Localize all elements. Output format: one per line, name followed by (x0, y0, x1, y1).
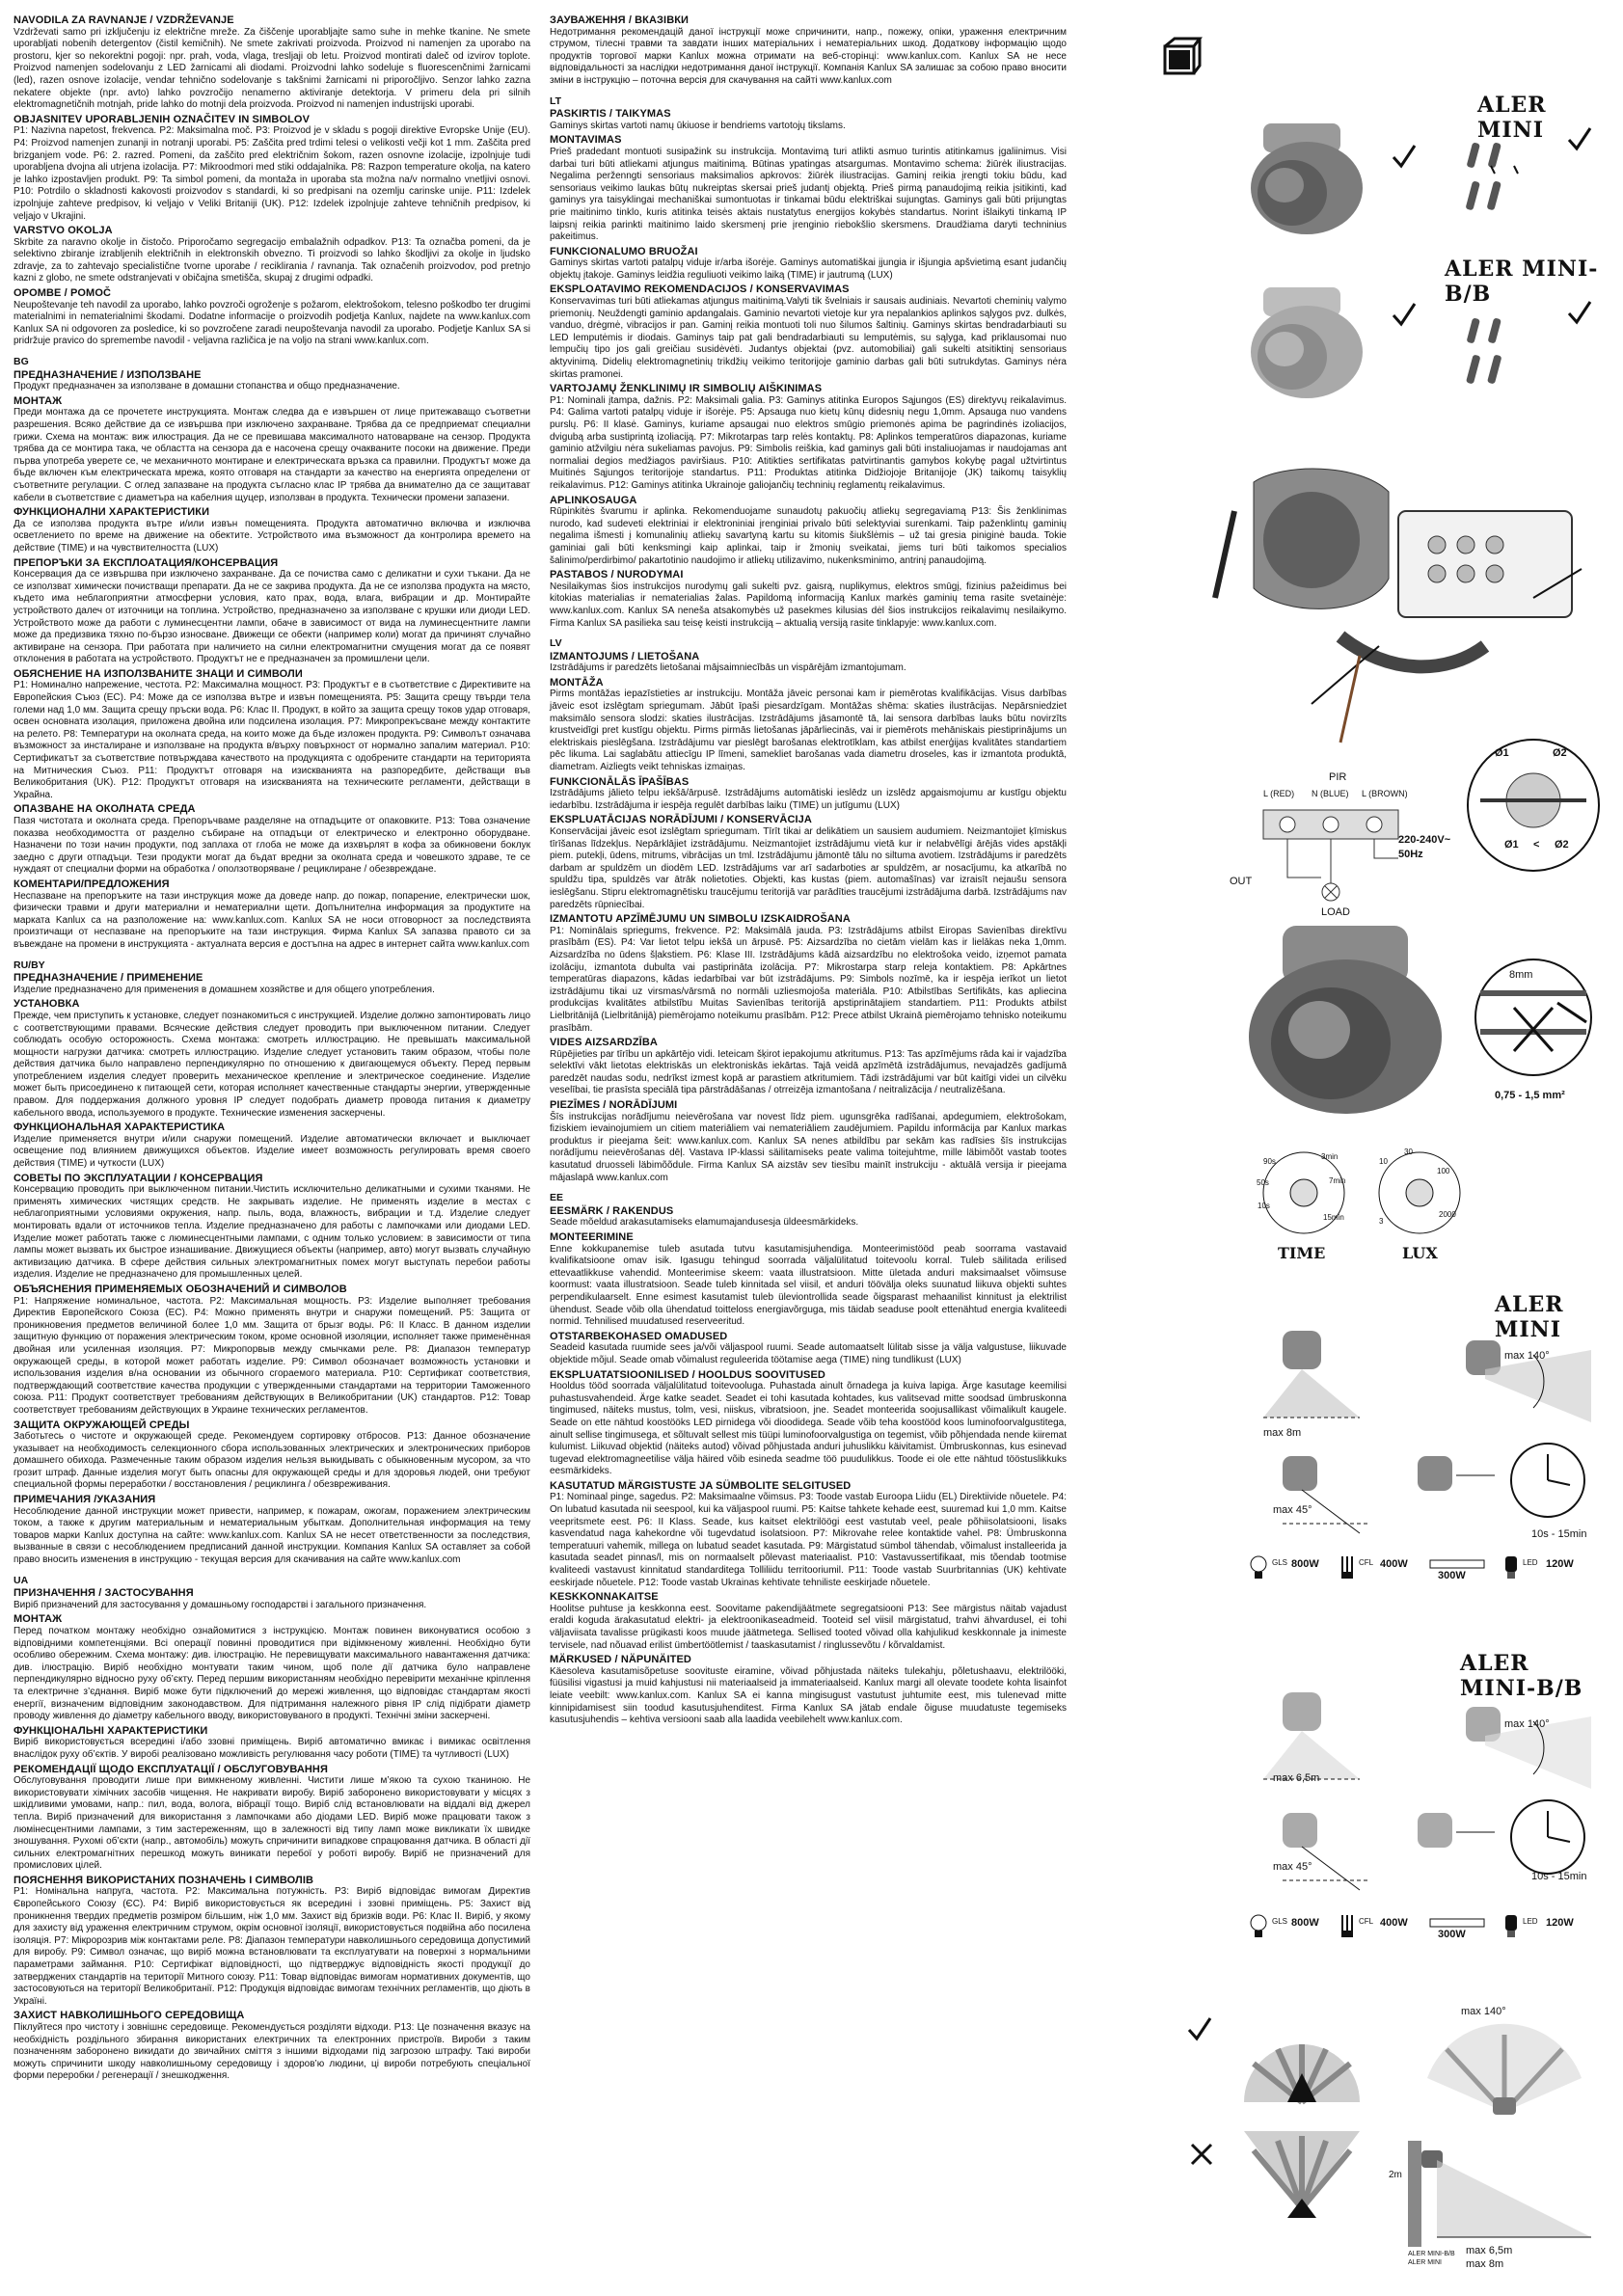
text-section (550, 1591, 1067, 1652)
text-section (550, 1037, 1067, 1097)
out-label: OUT (1230, 876, 1253, 887)
section-heading: VARTOJAMŲ ŽENKLINIMŲ IR SIMBOLIŲ AIŠKINIMAS (550, 383, 823, 395)
bottom-range-1: max 6,5m (1466, 2245, 1513, 2256)
led-watt: 120W (1546, 1917, 1574, 1929)
cfl-watt: 400W (1380, 1917, 1408, 1929)
section-heading: IZMANTOJUMS / LIETOŠANA (550, 650, 700, 662)
block1-range-label: max 8m (1263, 1427, 1302, 1439)
tube-watt: 300W (1438, 1570, 1466, 1581)
text-section (14, 878, 530, 952)
led-label: LED (1523, 1558, 1538, 1567)
bulb-led-icon (1501, 1554, 1521, 1581)
section-body: P1: Nominālais spriegums, frekvence. P2: Maksimālā jauda. P3: Izstrādājums atbilst Eiropas Savienības direktīvu prasībām (ES). P4: Var lietot telpu iekšā un ārpusē. P5: Aizsardzība no cietām vielām kas ir lielākas neka 1,0mm. Aizsardzība no ūdens šļakstiem. P6: Klase III. Izstrādājums kādā aizsardzību no elektrošoka veido, izņemot pamata izolāciju, izmantota dubulta vai pastiprināta izolācija. P7: Mikrostarpa starp releja kontaktiem. P8: Apkārtnes temperatūras diapazons, kādas iedarbībai var būt izstrādājums. P9: Simbols nozīmē, ka ir iespēja ierīkot un lietot izstrādājumu tikai uz virsmas/vārsmā no normāli uzliesmojoša materiāla. P10: Atbilstības Sertifikāts, kas apliecina produkcijas kvalitātes atbilstību Muitas Savienības teritorijā apstiprinātajiem standartiem. P11: Produkts atbilst Lielbritānijā (Lielbritānijā) piemērojamo noteikumu prasībām. P12: Prece atbilst Ukrainā piemērojamo tehnisko noteikumu prasībām. (550, 925, 1067, 1034)
section-body: P1: Номінальна напруга, частота. P2: Максимальна потужність. P3: Виріб відповідає вимогам Директив Європейського Союзу (ЄС). P4: Виріб використовується як всередині і ззовні приміщень. P5: Захист від проникнення твердих предметів розміром більшим, ніж 1,0 мм. Захист від бризків води. P6: Клас II. Виріб, у якому для захисту від ураження електричним струмом, окрім основної ізоляції, використовується подвійна або посилена ізоляція. P7: Мікророзрив між контактами реле. P8: Діапазон температури навколишнього середовища допустимий для виробу. P9: Символ означає, що виріб можна встановлювати та експлуатувати на поверхні з нормальними параметрами займання. P10: Сертифікат відповідності, що підтверджує відповідність якості продукції до затверджених стандартів на території Митного союзу. P11: Товар відповідає вимогам нормативних документів, що застосовуються на території Великобританії. P12: Продукція відповідає вимогам технічних регламентів, що діють в Україні. (14, 1886, 530, 2007)
section-body: Несоблюдение данной инструкции может привести, например, к пожарам, ожогам, поражением электрическим током, а также к другим материальным и нематериальным убыткам. Дополнительная информация на тему товаров марки Kanlux доступна на сайте: www.kanlux.com. Kanlux SA не несет ответственности за последствия, вызванные в связи с несоблюдением предписаний данной инструкции. Компания Kanlux SA оставляет за собой право вносить изменения в инструкцию - текущая версия для скачивания на сайте www.kanlux.com (14, 1505, 530, 1566)
section-heading: ОБЪЯСНЕНИЯ ПРИМЕНЯЕМЫХ ОБОЗНАЧЕНИЙ И СИМВОЛОВ (14, 1283, 347, 1295)
section-heading: VARSTVO OKOLJA (14, 225, 113, 237)
text-section (14, 14, 530, 112)
time-tick-7min: 7min (1329, 1176, 1346, 1185)
section-body: Консервацию проводить при выключенном питании.Чистить исключительно деликатными и сухими тканями. Не применять химических чистящих средств. Не закрывать изделие. Не применять изделие в местах с неблагоприятными условиями окружения, напр. пыль, вода, влажность, вибрации и т.д. Изделие следует монтировать вдали от источников тепла. Изделие предназначено для работы с лампочками или диодами LED. Изделие может работать также с люминесцентными лампами, с одним только условием: в зависимости от типа лампы может вызвать их быстрое изнашивание. Движущиеся объекты (например, авто) могут вызвать случайную активизацию датчика. В сфере действия сильных электромагнитных помех могут выступать перебои работы изделия. Изделие не предназначено для промышленных целей. (14, 1184, 530, 1281)
text-section (550, 1231, 1067, 1329)
section-heading: ПРИЗНАЧЕННЯ / ЗАСТОСУВАННЯ (14, 1587, 194, 1600)
text-section (14, 1587, 530, 1611)
diameter-compare-1: Ø1 (1504, 839, 1519, 851)
lux-dial (1374, 1148, 1466, 1239)
bulb-cfl-icon (1338, 1913, 1357, 1940)
bulb-led-icon (1501, 1913, 1521, 1940)
check-mark-icon (1186, 2015, 1213, 2042)
section-body: Изделие применяется внутри и/или снаружи помещений. Изделие автоматически включает и выключает освещение под влиянием движущихся объектов. Изделие имеет возможность регулировать время своего действия (TIME) и чуткости (LUX) (14, 1133, 530, 1170)
illustration-column (1080, 0, 1610, 2276)
text-section (550, 1205, 1067, 1229)
section-heading: СОВЕТЫ ПО ЭКСПЛУАТАЦИИ / КОНСЕРВАЦИЯ (14, 1172, 263, 1184)
text-section (550, 246, 1067, 283)
language-code: EE (550, 1192, 564, 1204)
check-mark-icon (1391, 143, 1418, 170)
wire-gauge-label: 0,75 - 1,5 mm² (1495, 1090, 1565, 1101)
diameter-1-label: Ø1 (1495, 747, 1509, 759)
gls-label: GLS (1272, 1558, 1288, 1567)
block2-range-label: max 6,5m (1273, 1772, 1320, 1784)
lux-tick-2000: 2000 (1439, 1210, 1456, 1219)
tube-lamp-icon (1428, 1917, 1486, 1929)
section-body: Rūpinkitės švarumu ir aplinka. Rekomenduojame sunaudotų pakuočių atliekų segregaviamą P13: Šis ženklinimas nurodo, kad sudeveti elektriniai ir elektroniniai įrenginiai privalo būti selektyviai surenkami. Taip paženklintų gaminių negalima išmesti į komunalinių atliekų savartyną kartu su kitomis šiukšlėmis – už tai gresia piniginė bauda. Tokie gaminiai gali būti kenksmingi kaip aplinkai, taip ir žmonių sveikatai, jiems turi būti taikomos specialios šalinimo/perdirbimo/ pakartotinio naudojimo ir atliekų utilizavimo, nukenksminimo, antrinį panaudojimą. (550, 506, 1067, 566)
text-section (550, 814, 1067, 911)
voltage-label: 220-240V~ (1398, 834, 1451, 846)
section-body: Піклуйтеся про чистоту і зовнішнє середовище. Рекомендується розділяти відходи. P13: Це позначення вказує на необхідність роздільного збирання використаних електричних та електронних пристроїв. Вироби з таким позначенням заборонено викидати до звичайних сміття з іншими відходами під загрозою штрафу. Такі вироби можуть спричинити шкоду навколишньому середовищу і здоров’ю людини, ці вироби потребують спеціальної форми переробки / регенерації / знешкодження. (14, 2022, 530, 2082)
section-body: Konservācijai jāveic esot izslēgtam spriegumam. Tīrīt tikai ar delikātiem un sausiem audumiem. Neizmantojiet ķīmiskus tīrīšanas līdzekļus. Nepārklājiet izstrādājumu. Neizmantojiet izstrādājumu vietā kur ir nelabvēlīgi ārējās vides apstākļi piem. putekļi, ūdens, mitrums, vibrācijas un tml. Izstrādājumu jāmontē tālu no siltuma avotiem. Izstrādājums ir paredzēts darbam ar spuldzēm un diodēm LED. Izstrādājums var arī sadarboties ar spuldzēm, ar nosacījumu, ka atkarībā no spuldžu tipa, spuldzēs var ātrāk nolietoties. Objekti, kas kustas (piem. automašīnas) var izraisīt nejaušu sensora ieslēgšanu. Stipru elektromagnētisku traucējumu teritorijā var parādīties traucējumi izstrādājuma darbā. Izstrādājums nav paredzēts rūpniecībai. (550, 826, 1067, 910)
text-section (14, 225, 530, 285)
section-body: P1: Напряжение номинальное, частота. P2: Максимальная мощность. P3: Изделие выполняет требования Директив Европейского Союза (ЕС). P4: Можно применять внутри и снаружи помещений. P5: Защита от проникновения предметов величиной более 1,0 мм. Защита от брызг воды. P6: II Класс. В данном изделии защитную функцию от поражения электрическим током, кроме основной изоляции, исполняет также применённая двойная или усиленная изоляция. P7: Микропорвыв между смычками реле. P8: Диапазон температур окружающей среды, в которой может работать изделие. P9: Символ обозначает возможность установки и использования изделия в/на основании из обычного сгораемого материала. P10: Сертификат соответствия, подтверждающий соответствие качества продукции с утвержденными стандартами на территории Таможенного союза. P11: Продукт соответствует требованиям действующих в Великобритании (UK) стандартов. P12: Товар соответствует требованиям действующих в Украине технических регламентов. (14, 1295, 530, 1416)
text-section (14, 1494, 530, 1567)
section-heading: КОМЕНТАРИ/ПРЕДЛОЖЕНИЯ (14, 878, 170, 890)
pir-label: PIR (1329, 771, 1347, 783)
wire-brown-label: L (BROWN) (1362, 789, 1408, 798)
bulb-gls-icon (1249, 1554, 1268, 1581)
section-body: Enne kokkupanemise tuleb asutada tutvu kasutamisjuhendiga. Monteerimistööd peab soorrama vastavaid kvalifikatsioone omav isik. Igasugu tehingud soorrada väljalülitatud toitevoolu korral. Tuleb säilitada erilised ettevaatlikkuse vahendid. Monteerimise skeem: vaata illustratsioon. Mitte ületada anduri maksimaalset võimsuse koormust: vaata illustratsioon. Seade tuleb kinnitada sel viisil, et anduri töövälja oleks suunatud liikuva objekti suhtes perpendikulaarselt. Enne esimest kasutamist tuleb üleviontrollida seade õigsparast mehaanilist kinnitust ja elektrilist ühendust. Seade võib olla ühendatud toitteloss energiavõrguga, mis täidab seaduse poolt ettenähtud energia kvaliteedi normid. Tehnilised muudatused reserveeritud. (550, 1243, 1067, 1328)
section-body: P1: Номинално напрежение, честота. P2: Максимална мощност. P3: Продуктът е в съответствие с Директивите на Европейския Съюз (ЕС). P4: Може да се използва вътре и извън помещенията. P5: Защита срещу твърди тела големи над 1,0 мм. Защита срещу пръски вода. P6: Клас II. Продукт, в който за защита срещу токов удар отговаря, освен основната изолация, приложена двойна или подсилена изолация. P7: Микропрекъсване между контактите на релето. P8: Температури на околната среда, на които може да бъде изложен продукта. P9: Символът означава възможност за инсталиране и използване на продукта в/върху повърхност от нормално запалим материал. P10: Сертификатът за съответствие потвърждава качеството на продукцията с одобрените стандарти на територията на Митническия Съюз. P11: Продуктът отговаря на изискванията на разпоредбите, действащи във Великобритания (UK). P12: Продуктът отговаря на изискванията на техническите регламенти, действащи в Украйна. (14, 680, 530, 800)
mounting-exploded-drawing (1196, 453, 1610, 762)
model-title-aler-mini-bb: ALER MINI-B/B (1445, 257, 1599, 307)
section-heading: ПРЕДНАЗНАЧЕНИЕ / ИЗПОЛЗВАНЕ (14, 368, 202, 381)
bottom-mini-bb-label: ALER MINI-B/B (1408, 2251, 1455, 2257)
text-section (550, 1654, 1067, 1727)
text-section (14, 1613, 530, 1722)
bulb-cfl-icon (1338, 1554, 1357, 1581)
tilt-angle-drawing (1244, 1446, 1389, 1543)
section-heading: KASUTATUD MÄRGISTUSTE JA SÜMBOLITE SELGITUSED (550, 1479, 852, 1492)
check-mark-icon (1566, 125, 1593, 152)
text-section (14, 557, 530, 666)
section-heading: MONTAVIMAS (550, 134, 622, 147)
section-heading: EKSPLUATATSIOONILISED / HOOLDUS SOOVITUSED (550, 1368, 825, 1381)
section-body: Käesoleva kasutamisõpetuse soovituste eiramine, võivad põhjustada näiteks tulekahju, põletushaavu, elektrilööki, füüsilisi vigastusi ja muid kahjustusi nii materiaalseid ja immateriaalseid. Kanlux margi all olevate toodete kohta lisainfot leiate veebilt: www.kanlux.com. Kanlux SA ei kanna mingisugust vastutust juhtumite eest, mis tulenevad mitte kinnipidamisest siin toodud kasutusjuhenditest. Firma Kanlux SA jätab endale õiguse muudatuste tegemiseks kasutusjuhendis – kehtiva versiooni saab alla laadida veebilehelt www.kanlux.com. (550, 1665, 1067, 1726)
section-body: Rūpējieties par tīrību un apkārtējo vidi. Ieteicam šķirot iepakojumu atkritumus. P13: Tas apzīmējums rāda kai ir vajadzība selektīvi vākt lietotas elektriskās un elektroniskās iekārtas. Tajā veidā apzīmētā izstrādājumus, nevajadzēs gadījumā paredzēt naudas sodu, nedrīkst izmest kopā ar parastiem atkritumiem. Tādi izstrādājumi var būt kaitīgi videi un cilvēku veselībai, tie prasīsta speciālā tipa pārstrādāšanas / otrreizēja izmantošana / neitralizācija / neutralizēšana. (550, 1048, 1067, 1096)
section-heading: IZMANTOTU APZĪMĒJUMU UN SIMBOLU IZSKAIDROŠANA (550, 913, 851, 926)
section-heading: NAVODILA ZA RAVNANJE / VZDRŽEVANJE (14, 14, 234, 26)
model-title-aler-mini-bb-2: ALER MINI-B/B (1460, 1651, 1583, 1701)
bottom-angle-label: max 140° (1461, 2006, 1506, 2017)
top-view-angle-drawing (1418, 2020, 1591, 2117)
section-body: P1: Nominaal pinge, sagedus. P2: Maksimaalne võimsus. P3: Toode vastab Euroopa Liidu (EL) Direktiivide nõuetele. P4: On lubatud kasutada nii seespool, kui ka väljaspool ruumi. P5: Kaitse tahkete kehade eest, suuremad kui 1,0 mm. Kaitse veepritsmete eest. P6: II Klass. Seade, kus kaitset elektrilöögi eest vastutab veel, peale põhiisolatsiooni, lisaks kasvendatud naga kahekordne või tugevdatud isolatsioon. P7: Mikrovahe relee kontaktide vahel. P8: Ümbruskonna temperatuuri vahemik, millega on lubatud seadet kasutada. P9: Märgistatud sümbol tähendab, võimalust installeerida ja kasutada seadet pinnas/l, mis on normaalselt põlevast materiaalist. P10: Vastavussertifikaat, mis tõendab tootmise kvaliteedi vastavust kinnitatud standarditega Tolliliidu territooriumil. P11: Toode vastab Suurbritannias (UK) kehtivate eeskirjade nõuetele. P12: Toode vastab Ukrainas kehtivate tehniliste eeskirjade nõuetele. (550, 1492, 1067, 1588)
text-section (550, 651, 1067, 675)
detection-range-drawing (1244, 1321, 1389, 1427)
sensor-side-view (1225, 916, 1466, 1128)
section-heading: APLINKOSAUGA (550, 494, 637, 506)
section-body: Перед початком монтажу необхідно ознайомитися з інструкцією. Монтаж повинен виконуватися особою з відповідними компетенціями. Всі операції повинні проводитися при відімкненому живленні. Необхідно бути особливо обережним. Схема монтажу: див. ілюстрацію. Не перевищувати максимального навантаження датчика: див. ілюстрацію. Виріб необхідно монтувати таким чином, щоб поле дії датчика було направлене перпендикулярно відносно руху об’єкту. Перед першим використанням необхідно перевірити механічне кріплення та електричне з’єднання. Виріб може бути підключений до мережі живлення, що відповідає стандартам якості енергії, визначеним відповідним законодавством. Для підтримання належного рівня IP слід підібрати діаметр проводу живлення до діаметру кабельного вводу, використовуваного в продукті. Технічні зміни заскерчені. (14, 1626, 530, 1722)
package-box-icon (1161, 37, 1204, 79)
section-heading: ФУНКЦИОНАЛЬНАЯ ХАРАКТЕРИСТИКА (14, 1121, 226, 1134)
section-heading: EESMÄRK / RAKENDUS (550, 1204, 674, 1217)
bottom-mini-label: ALER MINI (1408, 2259, 1443, 2266)
section-heading: KESKKONNAKAITSE (550, 1591, 659, 1604)
language-code: RU/BY (14, 959, 45, 971)
text-section (550, 495, 1067, 568)
lamp-power-row (1249, 1553, 1606, 1585)
cable-gland-detail (1461, 733, 1606, 878)
section-body: Gaminys skirtas vartoti patalpų viduje ir/arba išorėje. Gaminys automatiškai įjungia ir išjungia apšvietimą esant judančių objektų įtakoje. Gaminys leidžia reguliuoti veikimo laiką (TIME) ir jautrumą (LUX) (550, 257, 1067, 281)
cfl-label: CFL (1359, 1558, 1374, 1567)
section-body: Недотримання рекомендацій даної інструкції може спричинити, напр., пожежу, опіки, ураження електричним струмом, тілесні травми та завдати інших матеріальних і нематеріальних шкод. Додаткову інформацію щодо продуктів торгової марки Kanlux можна отримати на веб-сторінці: www.kanlux.com. Kanlux SA не несе відповідальності за наслідки недотримання даної інструкції. Компанія Kanlux SA залишає за собою право вносити зміни в інструкцію – поточна версія для скачування на сайті www.kanlux.com (550, 26, 1067, 86)
text-section (14, 1419, 530, 1493)
gls-watt: 800W (1291, 1558, 1319, 1570)
text-section (550, 14, 1067, 88)
text-section (14, 1764, 530, 1873)
time-tick-3min: 3min (1321, 1152, 1339, 1161)
section-body: Gaminys skirtas vartoti namų ūkiuose ir bendriems vartotojų tikslams. (550, 120, 846, 131)
wire-strip-detail (1471, 955, 1596, 1080)
text-section (550, 1480, 1067, 1589)
section-heading: ЗАХИСТ НАВКОЛИШНЬОГО СЕРЕДОВИЩА (14, 2010, 245, 2022)
section-heading: OTSTARBEKOHASED OMADUSED (550, 1330, 728, 1342)
text-column-left (14, 14, 530, 2085)
text-section (550, 134, 1067, 243)
block1-angle-label: max 140° (1504, 1350, 1550, 1362)
section-heading: ЗАЩИТА ОКРУЖАЮЩЕЙ СРЕДЫ (14, 1418, 190, 1431)
bottom-range-2: max 8m (1466, 2258, 1504, 2270)
time-tick-90s: 90s (1263, 1157, 1276, 1166)
section-body: Пазя чистотата и околната среда. Препоръчваме разделяне на отпадъците от опаковките. P13: Това означение показва необходимостта от разделно събиране на отпадъци от електрическо и електронно оборудване. Назначени по този начин продукти, под заплаха от глоба не може да изхвърлят в кофа за обикновени боклук заедно с други отпадъци. Тези продукти могат да бъдат вредни за околната среда и човешкото здраве, те се нуждаят от специални форми на обработка / оползотворяване / рециклиране / обезвреждане. (14, 816, 530, 876)
wall-plugs-screws-icon (1462, 314, 1549, 392)
mounting-height-label: 2m (1389, 2170, 1402, 2180)
text-section (550, 913, 1067, 1035)
block2-tilt-label: max 45° (1273, 1861, 1312, 1873)
lux-tick-10: 10 (1379, 1157, 1388, 1166)
section-body: Seadeid kasutada ruumide sees ja/või väljaspool ruumi. Seade automaatselt lülitab sisse ja välja valgustuse, liikuvade objektide mõjul. Seade omab võimalust reguleerida töötamise aega (TIME) ning tundlikust (LUX) (550, 1342, 1067, 1365)
block1-time-label: 10s - 15min (1531, 1528, 1587, 1540)
section-heading: РЕКОМЕНДАЦІЇ ЩОДО ЕКСПЛУАТАЦІЇ / ОБСЛУГОВУВАННЯ (14, 1763, 328, 1775)
model-title-aler-mini: ALER MINI (1477, 93, 1547, 143)
gls-watt: 800W (1291, 1917, 1319, 1929)
section-body: Преди монтажа да се прочетете инструкцията. Монтаж следва да е извършен от лице притежаващо съответни разрешения. Всяко действие да се извършва при изключено захранване. Трябва да се предприемат специални грижи. Схема на монтаж: виж илюстрация. Да не се превишава максималното натоварване на сензор. Продукта трябва да се монтира така, че областта на сензора да е насочена срещу очакваните посоки на движение. Преди първа употреба уверете се, че механичното монтиране и електрическата връзка са правилни. Продуктът може да бъде включен към електрическата мрежа, която отговаря на стандарти за качество на енергията определени от съответните регулации. С оглед запазване на продукта съгласно клас IP трябва да внимателно да се защитават кабели в съответствие с диаметъра на кабелния щуцер, използван в продукта. Технически промени запазени. (14, 407, 530, 503)
wire-red-label: L (RED) (1263, 789, 1295, 798)
lamp-power-row-2 (1249, 1911, 1606, 1944)
mounting-height-drawing (1398, 2131, 1601, 2256)
section-heading: ОПАЗВАНЕ НА ОКОЛНАТА СРЕДА (14, 803, 196, 816)
section-heading: FUNKCIONĀLĀS ĪPAŠĪBAS (550, 775, 690, 788)
block2-time-label: 10s - 15min (1531, 1871, 1587, 1882)
section-body: Neupoštevanje teh navodil za uporabo, lahko povzroči ogroženje s požarom, elektrošokom, telesno poškodbo ter drugimi materialnimi in nematerialnimi škodami. Dodatne informacije o proizvodih podjetja Kanlux, najdete na www.kanlux.com Kanlux SA ni odgovoren za posledice, ki so povzročene zaradi neupoštevanja navodil za uporabo. Podjetje Kanlux SA si pridržuje pravico do spremembe navodil - veljavna različica je na voljo na strani www.kanlux.com. (14, 299, 530, 347)
text-section (550, 1099, 1067, 1184)
led-watt: 120W (1546, 1558, 1574, 1570)
text-section (14, 998, 530, 1120)
wiring-diagram (1254, 800, 1418, 906)
time-tick-50s: 50s (1257, 1178, 1269, 1187)
lux-label: LUX (1402, 1244, 1438, 1262)
text-section (14, 803, 530, 877)
tube-lamp-icon (1428, 1558, 1486, 1570)
lux-tick-3: 3 (1379, 1217, 1384, 1226)
section-body: Виріб використовується всередині і/або ззовні приміщень. Виріб автоматично вмикає і вимикає освітлення внаслідок руху об’єктів. У виробі реалізовано можливість регулювання часу роботи (TIME) та чутливості (LUX) (14, 1737, 530, 1760)
section-body: Konservavimas turi būti atliekamas atjungus maitinimą.Valyti tik švelniais ir sausais audiniais. Nevartoti cheminių valymo priemonių. Neuždengti gaminio apdangalais. Gaminio nevartoti vietoje kur yra nepalankios aplinkos sąlygos pvz. dulkės, vanduo, drėgmė, vibracijos ir pan. Gaminį reikia montuoti toli nuo šilumos šaltinių. Gaminys skirtas bendradarbiauti su LED lemputėmis ir diodais. Gaminys taip pat gali bendradarbiauti su lemputėmis, su sąlyga, kad priklausomai nuo lempučių tipo jos gali greičiau susidėvėti. Judantys objektai (pvz. automobiliai) gali sukelti atsitiktinį sensoriaus aktyvinimą. Didelių elektromagnetinių trikdžių veikimo teritorijoje gaminio darbas gali būti sutrukdytas. Gaminys nėra skirtas pramonei. (550, 296, 1067, 380)
text-section (550, 776, 1067, 813)
text-section (14, 1173, 530, 1282)
tilt-angle-drawing (1244, 1803, 1389, 1900)
language-code: LT (550, 95, 562, 107)
language-code: UA (14, 1574, 29, 1586)
text-section (14, 1283, 530, 1418)
text-section (14, 668, 530, 802)
text-section (14, 506, 530, 554)
text-section (550, 383, 1067, 492)
clock-timer-drawing (1418, 1437, 1601, 1533)
text-section (14, 114, 530, 223)
section-body: Hoolitse puhtuse ja keskkonna eest. Soovitame pakendijäätmete segregatsiooni P13: See märgistus näitab vajadust eraldi koguda ärakasutatud elektri- ja elektroonikaseadmeid. Tooteid sel viisil märgistatud, trahvi ähvardusel, ei tohi väljaviisata tavalisse prügikasti koos muude jäätmetega. Sellised tooted võivad olla kahjulikud keskkonnale ja inimeste tervisele, nad nõuavad erilist ümbertöötlemist / taaskasutamist / ringlussevõtu / kõrvaldamist. (550, 1603, 1067, 1651)
section-body: Неспазване на препоръките на тази инструкция може да доведе напр. до пожар, попарение, електрически шок, физически травми и други материални и нематериални щети. Допълнителна информация за продуктите на марката Kanlux са на разположение на: www.kanlux.com. Kanlux SA не носи отговорност за последствията произтичащи от неспазване на препоръките на тази инструкция. Фирма Kanlux SA запазва правото си за въвеждане на промени в инструкцията - актуалната версия е достъпна на адрес в интернет сайта www.kanlux.com (14, 890, 530, 950)
wire-blue-label: N (BLUE) (1312, 789, 1349, 798)
time-label: TIME (1278, 1244, 1326, 1262)
section-body: Prieš pradedant montuoti susipažink su instrukcija. Montavimą turi atlikti asmuo turintis atitinkamus įgaliinimus. Visi darbai turi būti atliekami atjungus maitinimą. Būtinas ypatingas atsargumas. Montavimo schema: žiūrėk iliustracijas. Negalima perženngti sensoriaus maksimalios apkrovos: žiūrėk iliustracijas. Gaminį reikia įrengti tokiu būdu, kad sensoriaus veikimo laukas būtų nukreiptas skersai prieš judantį objektą. Prieš pirmą panaudojimą reikia įsitikinti, kad gaminys yra taisyklingai mechaniškai sumontuotas ir tinkamai būdu elektriškai sujungtas. Gaminys gali būti prijungtas prie maitinimo tinklo, kuris atitinka teisės aktais nustatytus energijos kokybės standartus. Norint išlaikyti tinkamą IP laipsnį reikia parinkti maitinimo laido skersmenį prie įrenginio riebokšlio skersmens. Draudžiama daryti techninius pakeitimus. (550, 146, 1067, 243)
bulb-gls-icon (1249, 1913, 1268, 1940)
frequency-label: 50Hz (1398, 849, 1423, 860)
diameter-2-label: Ø2 (1553, 747, 1567, 759)
section-body: Izstrādājums ir paredzēts lietošanai mājsaimniecībās un vispārējām izmantojumam. (550, 662, 906, 674)
detection-angle-drawing (1447, 1697, 1601, 1794)
section-heading: EKSPLOATAVIMO REKOMENDACIJOS / KONSERVAVIMAS (550, 284, 850, 296)
gls-label: GLS (1272, 1917, 1288, 1926)
text-section (14, 2010, 530, 2083)
lux-tick-100: 100 (1437, 1167, 1450, 1175)
detection-angle-drawing (1447, 1331, 1601, 1427)
section-heading: ПРЕПОРЪКИ ЗА ЕКСПЛОАТАЦИЯ/КОНСЕРВАЦИЯ (14, 556, 279, 569)
section-heading: МОНТАЖ (14, 1613, 63, 1626)
correct-orientation-drawing (1234, 2006, 1369, 2112)
section-heading: OPOMBE / POMOČ (14, 287, 112, 300)
cfl-label: CFL (1359, 1917, 1374, 1926)
check-mark-icon (1566, 299, 1593, 326)
led-label: LED (1523, 1917, 1538, 1926)
less-than-sign: < (1533, 839, 1540, 851)
section-heading: EKSPLUATĀCIJAS NORĀDĪJUMI / KONSERVĀCIJA (550, 814, 812, 826)
section-heading: ОБЯСНЕНИЕ НА ИЗПОЛЗВАНИТЕ ЗНАЦИ И СИМВОЛИ (14, 667, 303, 680)
section-heading: ПОЯСНЕННЯ ВИКОРИСТАНИХ ПОЗНАЧЕНЬ І СИМВОЛІВ (14, 1874, 314, 1886)
section-heading: ФУНКЦИОНАЛНИ ХАРАКТЕРИСТИКИ (14, 506, 210, 519)
section-body: Vzdrževati samo pri izključenju iz električne mreže. Za čiščenje uporabljajte samo suhe in mehke tkanine. Ne smete uporabljati nobenih detergentov (čistil kemičnih). Ne smete zakrivati proizvoda. Proizvod ni namenjen za uporabo na prostoru, kjer so nekorektni pogoji: npr. prah, voda, vlaga, tresljaji ob letu. Proizvod montirati daleč od izvirov toplote. Proizvod namenjen sodelovanju z LED žarnicami ali diodami. Proizvodni lahko sodeluje s fluorescenčnimi žarnicami (led), razen osnove izolacije, vendar tehnično sodelovanje s takšnimi žarnicami ni priporočljivo. Senzor lahko zazna nekatere objekte (npr. avto) lahko povzročijo nenamerno aktiviranje detektorja. V primeru dela pri silnih elektromagnetičnih motnjah, pride lahko do motnji dela proizvoda. Proizvod ni namenjen industrijski uporabi. (14, 26, 530, 111)
section-heading: ЗАУВАЖЕННЯ / ВКАЗІВКИ (550, 14, 690, 26)
text-section (14, 395, 530, 504)
time-tick-15min: 15min (1323, 1213, 1344, 1222)
cross-mark-icon (1188, 2141, 1215, 2168)
section-heading: УСТАНОВКА (14, 998, 80, 1011)
section-heading: ФУНКЦІОНАЛЬНІ ХАРАКТЕРИСТИКИ (14, 1724, 208, 1737)
text-section (550, 1331, 1067, 1367)
section-heading: OBJASNITEV UPORABLJENIH OZNAČITEV IN SIMBOLOV (14, 113, 311, 125)
section-body: Nesilaikymas šios instrukcijos nurodymų gali sukelti pvz. gaisrą, nuplikymus, elektros smūgį, fizinius pažeidimus bei kitokias materialias ir nematerialias žalas. Papildomą informaciją Kanlux markės gaminių tema rasite svetainėje: www.kanlux.com. Kanlux SA neneša atsakomybės už pasekmes kilusias dėl šios instrukcijos reikalavimų nesilaikymo. Firma Kanlux SA pasilieka sau teisę keisti instrukciją – aktualią versiją rasite tinklapyje: www.kanlux.com. (550, 581, 1067, 629)
section-body: Hooldus tööd soorrada väljalülitatud toitevooluga. Puhastada ainult õrnadega ja kuiva lapiga. Ärge kasutage keemilisi puhastusvahendeid. Ärge katke seadet. Seadet ei tohi kasutada kohtades, kus valitsevad mitte soodsad ümbruskonna tingimused, näiteks mustus, tolm, vesi, niiskus, vibratsioon, jne. Seadet monteerida soojusallikast võimalikult kaugele. Seade on ette nähtud koostööks LED pirnidega või dioodidega. Seade võib teha koostööd koos luminofoorvalgustitega, ainult sellise tingimusega, et sõltuvalt sellest mis tüüpi luminofoorvalgustiga on tegemist, võib põhjendada nende kiiremat kulumist. Liikuvad objektid (näiteks autod) võivad põhjustada anduri juhuslikku käivitamist. Ümbruskonnas, kus esinevad tugevad elektromagneetilise välja häired võib esineda seadme töö puudulikkus. Toode ei ole ette nähtud tööstuslikkuks eesmärkideks. (550, 1381, 1067, 1477)
block2-angle-label: max 140° (1504, 1718, 1550, 1730)
text-section (550, 284, 1067, 381)
section-body: Продукт предназначен за използване в домашни стопанства и общо предназначение. (14, 381, 400, 392)
sensor-product-image-bb (1234, 280, 1379, 405)
text-section (550, 569, 1067, 630)
section-body: P1: Nominali įtampa, dažnis. P2: Maksimali galia. P3: Gaminys atitinka Europos Sąjungos (ES) direktyvų reikalavimus. P4: Galima vartoti patalpų viduje ir išorėje. P5: Apsauga nuo kietų kūnų didesnių negu 1,0mm. Apsauga nuo vandens purslų. P6: II klasė. Gaminys, kuriame apsaugai nuo elektros smūgio priemonės apima be pagrindinės izoliacijos, dvigubą arba sustiprintą izoliaciją. P7: Mikrotarpas tarp relės kontaktų. P8: Aplinkos temperatūros diapazonas, kuriame gaminio atžvilgiu nėra sukeliamas pavojus. P9: Simbolis reiškia, kad gaminys gali būti instaliuojamas ir naudojamas ant normaliai degios medžiagos paviršiaus. P10: Atitikties sertifikatas patvirtinantis gamybos kokybę pagal užtvirtintus Muitinės Sąjungos teritorijoje standartus. P11: Produktas atitinka Didžiojoje Britanijoje (JK) taikomų taisyklių reikalavimus. P12: Gaminys atitinka Ukrainoje galiojančių techninių reglamentų reikalavimus. (550, 394, 1067, 491)
language-code: BG (14, 356, 29, 368)
section-heading: ПРЕДНАЗНАЧЕНИЕ / ПРИМЕНЕНИЕ (14, 972, 203, 985)
section-heading: ПРИМЕЧАНИЯ /УКАЗАНИЯ (14, 1494, 156, 1506)
tube-watt: 300W (1438, 1929, 1466, 1940)
block1-tilt-label: max 45° (1273, 1504, 1312, 1516)
section-heading: PIEZĪMES / NORĀDĪJUMI (550, 1099, 678, 1112)
section-body: Изделие предназначено для применения в домашнем хозяйстве и для общего употребления. (14, 984, 435, 995)
section-body: Skrbite za naravno okolje in čistočo. Priporočamo segregacijo embalažnih odpadkov. P13: Ta označba pomeni, da je selektivno zbiranje izrabljenih električnih in elektronskih obvezno. Ti proizvodi so lahko škodljivi za okolje in ljudsko zdravje, za to zahtevajo specialistične tvorne uporabe / reciklirania / ravnanja. Tak označenih proizvodov, pod pretnjo kazni z globo, ne smete odstranjevati v običajna smetišča, skupaj z drugimi odpadki. (14, 236, 530, 284)
section-body: Да се използва продукта вътре и/или извън помещенията. Продукта автоматично включва и изключва осветлението по време на движение на обектите. Устройството има възможност да контролира времето на действие (TIME) и на чувствителността (LUX) (14, 518, 530, 554)
section-body: Обслуговування проводити лише при вимкненому живленні. Чистити лише м’якою та сухою тканиною. Не використовувати хімічних засобів чищення. Не накривати виробу. Виріб заборонено використовувати у місцях з шкідливими умовами, напр.: пил, вода, волога, вібрації тощо. Виріб слід встановлювати на віддалі від джерел тепла. Виріб призначений для використання з лампочками або діодами LED. Виріб може працювати також з люмінесцентними лампами, з тим застереженням, що в залежності від типу ламп може викликати їх швидке зношування. Рухомі об’єкти (напр., автомобіль) можуть спричинити випадкове спрацювання датчика. В області дії сильних електромагнітних перешкод можуть виникати перебої у роботі виробу. Виріб не призначений для промислових цілей. (14, 1775, 530, 1872)
section-body: Виріб призначений для застосування у домашньому господарстві і загального призначення. (14, 1599, 427, 1610)
lux-tick-30: 30 (1404, 1148, 1413, 1156)
section-body: Прежде, чем приступить к установке, следует познакомиться с инструкцией. Изделие должно заmонтировать лицо с соответствующими правами. Всяческие действия следует проводить при выключенном питании. Следует соблюдать особую осторожность. Схема монтажа: смотреть иллюстрацию. Не превышать максимальной мощности нагрузки датчика: смотреть иллюстрацию. Изделие следует установить таким образом, чтобы поле действия датчика было направлено перпендикулярно по отношению к двигающемуся объекту. Перед первым употреблением изделия следует проверить механическое крепление и электрическое соединение. Изделие может быть присоединено к питающей сети, которая исполняет качественные стандарты энергии, утвержденные правом. Для поддержания должного уровня IP следует подобрать диаметр провода питания к диаметру кабельного ввода, используемого в продукте. Технические изменения заскерчены. (14, 1010, 530, 1119)
section-heading: PASTABOS / NURODYMAI (550, 569, 684, 581)
section-heading: MÄRKUSED / NÄPUNÄITED (550, 1654, 691, 1666)
text-section (14, 1121, 530, 1170)
wall-plugs-screws-icon (1462, 135, 1549, 222)
section-heading: MONTEERIMINE (550, 1231, 634, 1243)
section-body: P1: Nazivna napetost, frekvenca. P2: Maksimalna moč. P3: Proizvod je v skladu s pogoji direktive Evropske Unije (EU). P4: Proizvod namenjen zunanji in notranji uporabi. P5: Zaščita pred trdimi telesi o velikosti večji kot 1 mm. Zaščita pred brizganjem vode. P6: 2. razred. Pomeni, da zaščito pred električnim šokom, razen osnovne izolacije, izpolnjuje tudi uporabljena dvojna ali utrjena izolacija. P7: Mikroodmori med stiki oddajalnika. P8: Razpon temperature okolja, na katero je lahko izpostavljen produkt. P9: Ta simbol pomeni, da montaža in uporaba sta možna na/v normalno vnetljivi osnovi. P10: Potrdilo o skladnosti kakovosti proizvodov s standardi, ki so predpisani na ozemlju carinske unije. P11: Izdelek izpolnjuje zahteve predpisov, ki veljajo v Veliki Britaniji (UK). P12: Izdelek izpolnjuje zahteve tehničnih predpisov, ki veljajo v Ukrajini. (14, 125, 530, 222)
text-section (14, 972, 530, 996)
text-section (14, 1725, 530, 1762)
section-heading: VIDES AIZSARDZĪBA (550, 1037, 658, 1049)
section-body: Pirms montāžas iepazīstieties ar instrukciju. Montāža jāveic personai kam ir piemērotas kvalifikācijas. Visus darbības jāveic esot izslēgtam spriegumam. Jābūt īpaši piesardzīgam. Montāžas shēma: skaties ilustrācijas. Nepārsniedziet maksimālo sensora slodzi: skaties ilustrācijas. Izstrādājums jāsamontē tā, lai sensora darbības lauks būtu novirzīts krustveidīgi pret kustīgu objektu. Pirms pirmās lietošanas jāpārliecinās, vai ir piemērots mehāniskais piestiprinājums un elektriskais pieslēgšana. Izstrādājumu var pieslēgt barošanas elektrotīklam, kas atbilst enerģijas kvalitātes standartiem pēc likuma. Lai saglabātu attiecīgu IP līmeni, samekliet barošanas vada diametru droseles, kas ir izmantota produktā, diametram. Aizliegts veikt tehniskas izmaiņas. (550, 689, 1067, 773)
section-body: Заботьтесь о чистоте и окружающей среде. Рекомендуем сортировку отбросов. P13: Данное обозначение указывает на необходимость селекционного сбора использованных электрических и электронических приборов домашнего обихода. Размеченные таким образом изделия нельзя выкидывать с обыкновенным мусором, за что грозит штраф. Данные изделия могут быть опасны для окружающей среды и для здоровья людей, они требуют специальной формы переработки / восстановления / рециклинга / обезвреживания. (14, 1431, 530, 1491)
section-body: Izstrādājums jālieto telpu iekšā/ārpusē. Izstrādājums automātiski ieslēdz un izslēdz apgaismojumu ar kustīgu objektu iedarbību. Izstrādājuma ir iespēja regulēt darbības laiku (TIME) un jutīgumu (LUX) (550, 788, 1067, 811)
text-section (14, 369, 530, 393)
text-section (550, 677, 1067, 774)
text-section (14, 287, 530, 348)
sensor-product-image (1234, 116, 1379, 241)
section-body: Šīs instrukcijas norādījumu neievērošana var novest līdz piem. ugunsgrēka radīšanai, apdegumiem, elektrošokam, fiziskiem ievainojumiem un citiem materiāliem vai nemateriāliem zaudējumiem. Papildu informācija par Kanlux markas produktus ir pieejama šeit: www.kanlux.com. Kanlux SA nenes atbildību par sekām kas radīsies šīs instrukcijas norādījumu neievērošanas dēļ. Vastava IP-klassi säilitamiseks peate valima toitejuhtme, mille läbimõõt vastab tootes kasutatud druosseli läbimõõdule. Firma Kanlux SA aizstāv sev tiesību mainīt instrukciju - aktuālā versija ir pieejama mājaslapā www.kanlux.com (550, 1111, 1067, 1183)
section-heading: PASKIRTIS / TAIKYMAS (550, 108, 671, 121)
cfl-watt: 400W (1380, 1558, 1408, 1570)
diameter-compare-2: Ø2 (1555, 839, 1569, 851)
load-label: LOAD (1321, 906, 1350, 918)
section-body: Seade mõeldud arakasutamiseks elamumajandusesja üldeesmärkideks. (550, 1217, 859, 1229)
text-section (550, 108, 1067, 132)
model-title-aler-mini-2: ALER MINI (1495, 1292, 1564, 1342)
language-code: LV (550, 637, 562, 650)
incorrect-orientation-drawing (1234, 2121, 1369, 2228)
check-mark-icon (1391, 301, 1418, 328)
text-column-middle (550, 14, 1067, 1729)
section-heading: МОНТАЖ (14, 394, 63, 407)
strip-length-label: 8mm (1509, 969, 1533, 981)
section-body: Консервация да се извършва при изключено захранване. Да се почиства само с деликатни и сухи тъкани. Да не се използват химически почистващи препарати. Да не се закрива продукта. Да не се използва продукта на място, където има неблагоприятни атмосферни условия, като прах, вода, влага, вибрации и др. Монтирайте устройството далеч от източници на топлина. Устройство, предназначено за използване с крушки или диоди LED. Устройството може да работи с луминесцентни лампи, обаче в зависимост от вида на луминесцентните лампи може да предизвика тяхно по-бързо износване. Движещи се обекти (например коли) могат да причинят случайно активиране на сензора. При работата при наличието на силни електромагнитни смущения могат да се появят отклонения в работата на устройството. Продуктът не е предназначен за промишлени цели. (14, 569, 530, 665)
section-heading: FUNKCIONALUMO BRUOŽAI (550, 245, 698, 257)
section-heading: MONTĀŽA (550, 676, 604, 689)
time-tick-10s: 10s (1258, 1202, 1270, 1210)
text-section (550, 1369, 1067, 1478)
text-section (14, 1875, 530, 2009)
